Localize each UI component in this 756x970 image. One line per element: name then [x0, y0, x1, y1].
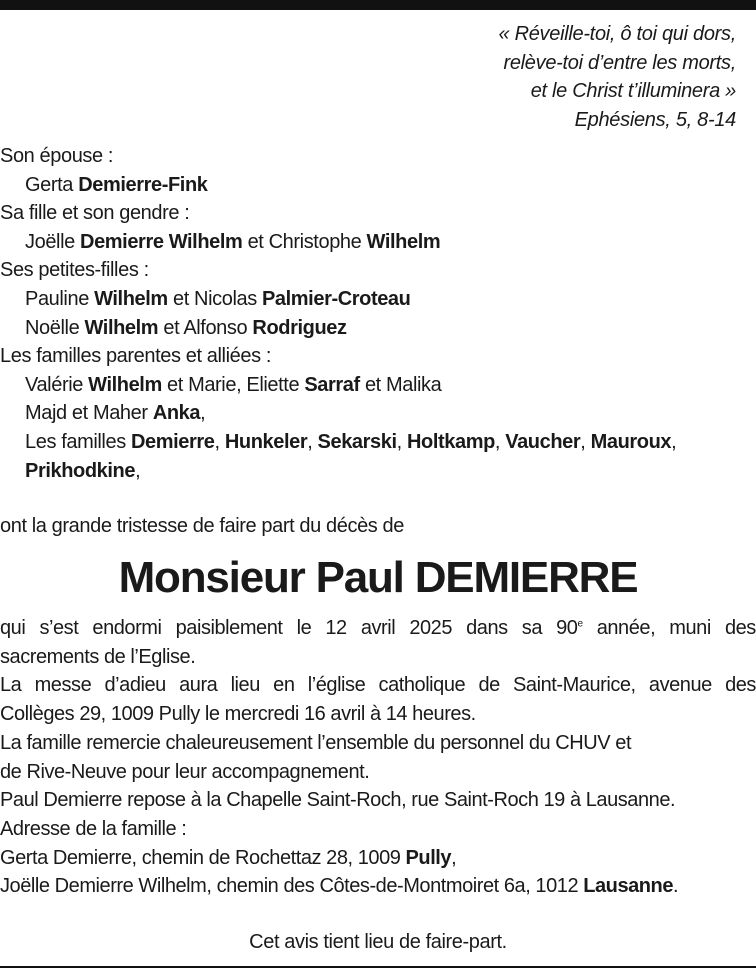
address-text: Joëlle Demierre Wilhelm, chemin des Côtes-de-Montmoiret 6a, 1012	[0, 875, 579, 898]
family-name: Vaucher	[505, 430, 581, 453]
announcement: ont la grande tristesse de faire part du décès de	[0, 515, 404, 537]
spouse-line	[0, 171, 756, 200]
word: endormi	[92, 617, 162, 639]
word: La	[0, 674, 22, 697]
word: en	[273, 674, 295, 697]
word: l’église	[307, 674, 366, 697]
sonlaw-last: Wilhelm	[366, 230, 441, 253]
details-line-7: Paul Demierre repose à la Chapelle Saint-Roch, rue Saint-Roch 19 à Lausanne.	[0, 789, 676, 812]
family-list	[0, 142, 756, 485]
word: d’adieu	[104, 674, 166, 697]
details-block	[0, 614, 756, 901]
closing-note: Cet avis tient lieu de faire-part.	[249, 931, 507, 953]
spouse-first: Gerta	[25, 173, 74, 196]
rel2-first: Majd et Maher	[25, 402, 148, 425]
gd2-partner-first: Alfonso	[183, 316, 248, 339]
details-line-8: Adresse de la famille :	[0, 817, 187, 840]
word: des	[724, 617, 756, 639]
family-name: Holtkamp	[406, 430, 495, 453]
family-name: Sekarski	[317, 430, 397, 453]
word: muni	[669, 617, 711, 639]
word: 2025	[409, 617, 453, 639]
family-name: Demierre	[130, 430, 215, 453]
relatives-line-1	[0, 371, 756, 400]
family-name: Hunkeler	[224, 430, 308, 453]
relatives-heading: Les familles parentes et alliées :	[0, 345, 271, 368]
rel1-last: Wilhelm	[88, 373, 162, 396]
gd2-partner-last: Rodriguez	[252, 316, 347, 339]
word: lieu	[230, 674, 260, 697]
rel2-last: Anka	[152, 402, 201, 425]
word: avril	[360, 617, 396, 639]
rel1-first: Valérie	[25, 373, 83, 396]
relatives-line-2: Majd et Maher Anka,	[25, 402, 206, 425]
address-city: Lausanne	[583, 875, 673, 898]
gd1-last: Wilhelm	[94, 287, 168, 310]
word: année,	[596, 617, 656, 639]
details-line-1	[0, 614, 756, 643]
granddaughters-heading: Ses petites-filles :	[0, 259, 149, 282]
word: sa	[521, 617, 543, 639]
relatives-line-3: Les familles Demierre, Hunkeler, Sekarski, Holtkamp, Vaucher, Mauroux,	[25, 430, 677, 453]
family-address-1: Gerta Demierre, chemin de Rochettaz 28, 1009 Pully,	[0, 846, 457, 869]
daughter-last: Demierre Wilhelm	[80, 230, 243, 253]
word: s’est	[39, 617, 79, 639]
spouse-last: Demierre-Fink	[78, 173, 208, 196]
age-ordinal-suffix: e	[577, 618, 583, 630]
gd1-first: Pauline	[25, 287, 89, 310]
rel1-end: et Malika	[364, 373, 442, 396]
address-text: Gerta Demierre, chemin de Rochettaz 28, 1009	[0, 846, 401, 869]
granddaughter-line-1	[0, 285, 756, 314]
details-line-2: sacrements de l’Eglise.	[0, 645, 196, 668]
family-address-2: Joëlle Demierre Wilhelm, chemin des Côtes-de-Montmoiret 6a, 1012 Lausanne.	[0, 875, 679, 898]
details-line-4: Collèges 29, 1009 Pully le mercredi 16 avril à 14 heures.	[0, 703, 476, 726]
rel1-mid: et Marie, Eliette	[167, 373, 300, 396]
rel1-last2: Sarraf	[304, 373, 360, 396]
word: avenue	[648, 674, 712, 697]
word: qui	[0, 617, 26, 639]
gd2-first: Noëlle	[25, 316, 80, 339]
details-line-5: La famille remercie chaleureusement l’ensemble du personnel du CHUV et	[0, 731, 632, 754]
address-city: Pully	[405, 846, 452, 869]
verse-line-1: « Réveille-toi, ô toi qui dors,	[498, 23, 736, 45]
conj-and: et	[247, 230, 264, 253]
verse-line-2: relève-toi d’entre les morts,	[503, 51, 736, 74]
spouse-heading: Son épouse :	[0, 145, 114, 167]
age-number: 90	[556, 617, 578, 639]
word: paisiblement	[175, 617, 283, 639]
gd1-partner-first: Nicolas	[194, 287, 257, 310]
word: 12	[325, 617, 347, 639]
word: dans	[466, 617, 508, 639]
granddaughter-line-2	[0, 314, 756, 343]
family-name: Prikhodkine	[25, 459, 136, 482]
deceased-name: Monsieur Paul DEMIERRE	[118, 553, 638, 602]
conj-and: et	[172, 287, 189, 310]
gd2-last: Wilhelm	[84, 316, 159, 339]
bottom-rule	[0, 966, 756, 968]
daughter-first: Joëlle	[25, 230, 75, 253]
word: catholique	[378, 674, 466, 697]
top-rule	[0, 0, 756, 10]
daughter-heading: Sa fille et son gendre :	[0, 202, 190, 225]
age-ordinal	[556, 614, 582, 643]
word: messe	[34, 674, 92, 697]
relatives-line-4: Prikhodkine,	[25, 459, 141, 482]
details-line-6: de Rive-Neuve pour leur accompagnement.	[0, 760, 370, 783]
families-prefix: Les familles	[25, 430, 126, 453]
verse-line-3: et le Christ t’illuminera »	[530, 80, 736, 102]
word: de	[478, 674, 500, 697]
word: le	[296, 617, 312, 639]
sonlaw-first: Christophe	[268, 230, 362, 253]
word: Saint-Maurice,	[513, 674, 636, 697]
bible-verse	[499, 20, 737, 134]
verse-reference: Ephésiens, 5, 8-14	[574, 108, 736, 131]
family-name: Mauroux	[590, 430, 672, 453]
word: des	[725, 674, 756, 697]
daughter-line	[0, 228, 756, 257]
details-line-3	[0, 671, 756, 700]
gd1-partner-last: Palmier-Croteau	[261, 287, 411, 310]
word: aura	[179, 674, 218, 697]
conj-and: et	[163, 316, 180, 339]
